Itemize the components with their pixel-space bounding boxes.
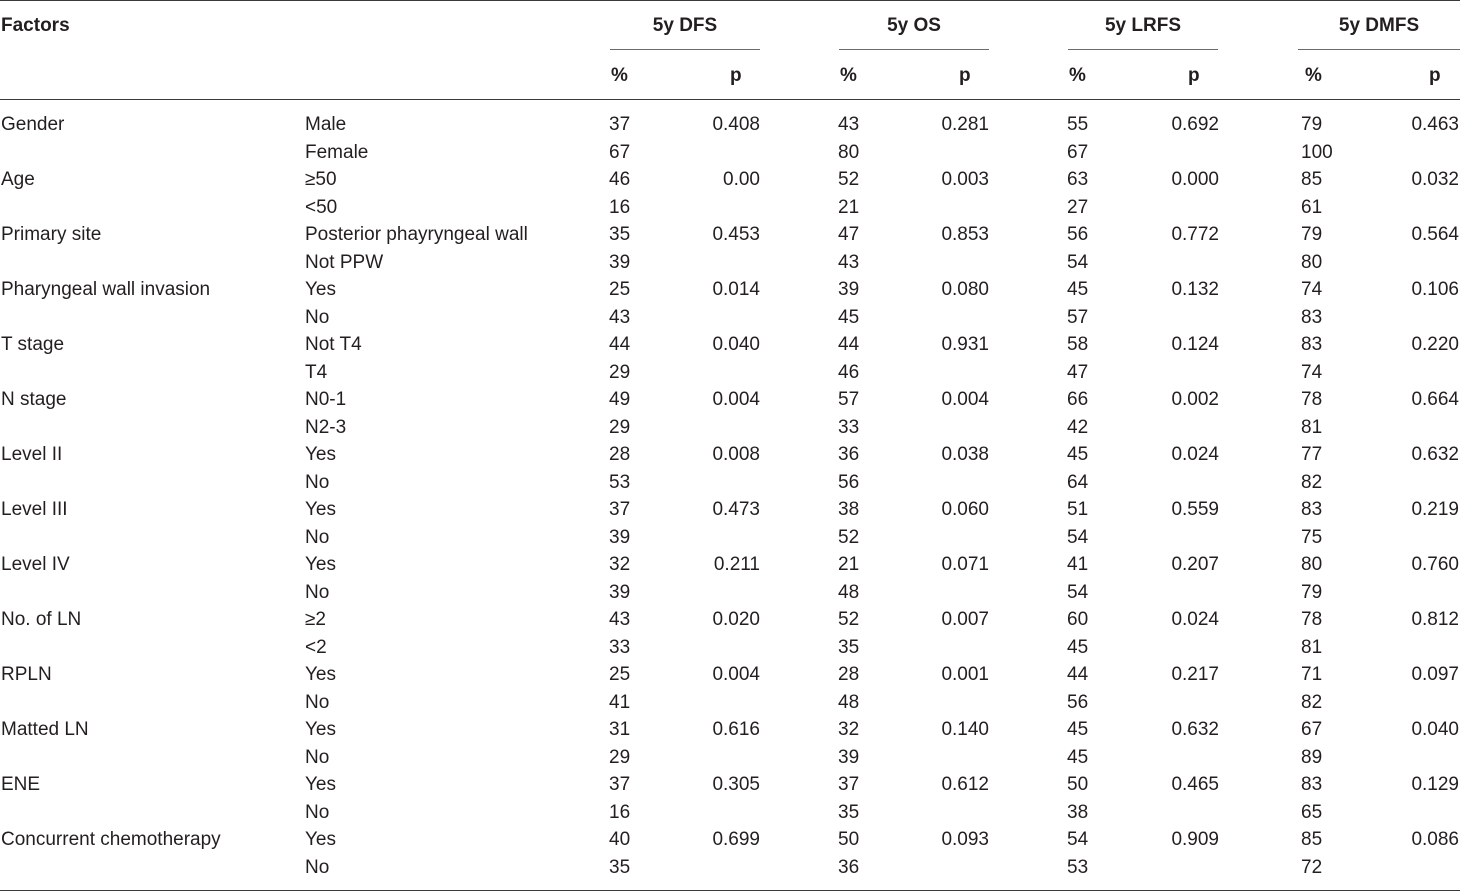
cell-sub: Not T4 [305, 334, 362, 355]
cell-dfs-p: 0.453 [712, 224, 760, 245]
cell-dmfs-p: 0.106 [1411, 279, 1459, 300]
cell-dfs-p: 0.211 [713, 554, 760, 575]
cell-os-p: 0.093 [941, 829, 989, 850]
cell-lrfs-pct: 55 [1067, 114, 1089, 135]
cell-dmfs-p: 0.219 [1411, 499, 1459, 520]
cell-sub: Not PPW [305, 252, 384, 273]
cell-factor: Level II [1, 444, 63, 465]
cell-sub: N0-1 [305, 389, 347, 410]
cell-os-pct: 52 [838, 609, 860, 630]
cell-lrfs-pct: 45 [1067, 747, 1089, 768]
cell-lrfs-p: 0.465 [1171, 774, 1219, 795]
cell-lrfs-p: 0.772 [1171, 224, 1219, 245]
cell-dfs-pct: 32 [609, 554, 631, 575]
cell-lrfs-pct: 54 [1067, 829, 1089, 850]
cell-dfs-p: 0.305 [712, 774, 760, 795]
cell-dfs-pct: 37 [609, 499, 631, 520]
cell-lrfs-pct: 44 [1067, 664, 1089, 685]
cell-dmfs-pct: 77 [1301, 444, 1323, 465]
cell-lrfs-p: 0.132 [1171, 279, 1219, 300]
cell-dmfs-p: 0.040 [1411, 719, 1459, 740]
cell-os-pct: 21 [838, 554, 860, 575]
cell-dmfs-pct: 83 [1301, 307, 1323, 328]
cell-lrfs-pct: 60 [1067, 609, 1089, 630]
cell-sub: No [305, 472, 330, 493]
cell-dfs-pct: 43 [609, 609, 631, 630]
cell-os-pct: 43 [838, 252, 860, 273]
cell-os-pct: 44 [838, 334, 860, 355]
cell-lrfs-pct: 42 [1067, 417, 1089, 438]
cell-sub: Female [305, 142, 369, 163]
cell-dmfs-pct: 83 [1301, 499, 1323, 520]
cell-sub: Posterior phayryngeal wall [305, 224, 528, 245]
cell-dfs-p: 0.473 [712, 499, 760, 520]
cell-lrfs-pct: 45 [1067, 444, 1089, 465]
cell-dmfs-p: 0.664 [1411, 389, 1459, 410]
table-header-rule [0, 99, 1460, 100]
cell-os-pct: 46 [838, 362, 860, 383]
cell-os-pct: 52 [838, 527, 860, 548]
cell-factor: Gender [1, 114, 65, 135]
cell-dfs-p: 0.616 [712, 719, 760, 740]
header-group-os: 5y OS [887, 15, 941, 36]
cell-dfs-p: 0.004 [712, 664, 760, 685]
cell-lrfs-p: 0.000 [1171, 169, 1219, 190]
cell-sub: <2 [305, 637, 327, 658]
cell-factor: Concurrent chemotherapy [1, 829, 221, 850]
cell-os-pct: 35 [838, 802, 860, 823]
cell-sub: No [305, 527, 330, 548]
cell-dmfs-pct: 75 [1301, 527, 1323, 548]
cell-lrfs-pct: 58 [1067, 334, 1089, 355]
header-group-rule-os [839, 49, 989, 50]
cell-os-pct: 45 [838, 307, 860, 328]
cell-factor: No. of LN [1, 609, 82, 630]
header-group-rule-dfs [610, 49, 760, 50]
cell-sub: Yes [305, 829, 336, 850]
cell-os-pct: 39 [838, 747, 860, 768]
cell-dfs-p: 0.004 [712, 389, 760, 410]
cell-dmfs-pct: 74 [1301, 362, 1323, 383]
cell-os-p: 0.853 [941, 224, 989, 245]
cell-dmfs-pct: 82 [1301, 692, 1323, 713]
cell-os-pct: 36 [838, 444, 860, 465]
cell-sub: Yes [305, 444, 336, 465]
cell-dmfs-pct: 85 [1301, 829, 1323, 850]
cell-factor: T stage [1, 334, 65, 355]
cell-dfs-pct: 44 [609, 334, 631, 355]
header-dfs-pct: % [611, 65, 628, 86]
cell-dfs-p: 0.699 [712, 829, 760, 850]
cell-os-pct: 38 [838, 499, 860, 520]
cell-lrfs-pct: 56 [1067, 224, 1089, 245]
cell-dfs-pct: 29 [609, 362, 631, 383]
header-group-dmfs: 5y DMFS [1338, 15, 1420, 36]
cell-dfs-pct: 35 [609, 224, 631, 245]
cell-lrfs-pct: 45 [1067, 279, 1089, 300]
cell-factor: Age [1, 169, 35, 190]
cell-lrfs-p: 0.024 [1171, 609, 1219, 630]
header-os-pct: % [840, 65, 857, 86]
cell-dmfs-pct: 79 [1301, 582, 1323, 603]
cell-dmfs-pct: 72 [1301, 857, 1323, 878]
cell-dfs-pct: 37 [609, 774, 631, 795]
cell-os-p: 0.281 [941, 114, 989, 135]
cell-dmfs-pct: 100 [1301, 142, 1333, 163]
cell-factor: Level III [1, 499, 68, 520]
cell-dfs-p: 0.408 [712, 114, 760, 135]
cell-os-p: 0.612 [941, 774, 989, 795]
cell-sub: Yes [305, 664, 336, 685]
cell-sub: N2-3 [305, 417, 347, 438]
cell-dmfs-pct: 78 [1301, 609, 1323, 630]
header-dmfs-pct: % [1305, 65, 1322, 86]
cell-dmfs-p: 0.032 [1411, 169, 1459, 190]
cell-factor: Level IV [1, 554, 70, 575]
cell-dfs-p: 0.020 [712, 609, 760, 630]
cell-lrfs-pct: 54 [1067, 582, 1089, 603]
cell-dmfs-pct: 78 [1301, 389, 1323, 410]
cell-os-pct: 39 [838, 279, 860, 300]
cell-dmfs-pct: 79 [1301, 114, 1323, 135]
header-dfs-p: p [730, 65, 742, 86]
cell-dmfs-p: 0.097 [1411, 664, 1459, 685]
cell-dmfs-pct: 67 [1301, 719, 1323, 740]
cell-os-p: 0.038 [941, 444, 989, 465]
header-factors: Factors [1, 15, 70, 36]
cell-lrfs-pct: 45 [1067, 719, 1089, 740]
cell-os-p: 0.931 [941, 334, 989, 355]
cell-dmfs-pct: 83 [1301, 334, 1323, 355]
cell-factor: N stage [1, 389, 67, 410]
header-group-dfs: 5y DFS [652, 15, 718, 36]
cell-sub: No [305, 747, 330, 768]
cell-dfs-pct: 49 [609, 389, 631, 410]
cell-dmfs-pct: 80 [1301, 554, 1323, 575]
cell-dfs-pct: 53 [609, 472, 631, 493]
cell-os-p: 0.003 [941, 169, 989, 190]
cell-dmfs-pct: 82 [1301, 472, 1323, 493]
cell-dmfs-pct: 79 [1301, 224, 1323, 245]
cell-dfs-pct: 37 [609, 114, 631, 135]
cell-lrfs-pct: 57 [1067, 307, 1089, 328]
cell-sub: <50 [305, 197, 338, 218]
cell-dfs-pct: 39 [609, 252, 631, 273]
cell-dfs-p: 0.040 [712, 334, 760, 355]
cell-dmfs-pct: 89 [1301, 747, 1323, 768]
cell-os-p: 0.001 [941, 664, 989, 685]
cell-lrfs-pct: 63 [1067, 169, 1089, 190]
cell-factor: RPLN [1, 664, 52, 685]
cell-dmfs-p: 0.220 [1411, 334, 1459, 355]
cell-sub: Yes [305, 719, 336, 740]
cell-dfs-pct: 28 [609, 444, 631, 465]
cell-os-pct: 57 [838, 389, 860, 410]
cell-lrfs-p: 0.692 [1171, 114, 1219, 135]
cell-dmfs-p: 0.129 [1411, 774, 1459, 795]
cell-dfs-pct: 43 [609, 307, 631, 328]
cell-lrfs-pct: 54 [1067, 527, 1089, 548]
cell-dmfs-p: 0.812 [1411, 609, 1459, 630]
cell-dmfs-pct: 80 [1301, 252, 1323, 273]
cell-os-pct: 48 [838, 582, 860, 603]
cell-os-p: 0.004 [941, 389, 989, 410]
cell-lrfs-pct: 51 [1067, 499, 1089, 520]
cell-os-p: 0.071 [941, 554, 989, 575]
cell-dfs-p: 0.00 [723, 169, 760, 190]
cell-dmfs-pct: 83 [1301, 774, 1323, 795]
cell-dfs-pct: 41 [609, 692, 631, 713]
header-group-rule-dmfs [1298, 49, 1460, 50]
cell-factor: Primary site [1, 224, 102, 245]
cell-lrfs-pct: 50 [1067, 774, 1089, 795]
cell-dfs-pct: 40 [609, 829, 631, 850]
cell-dfs-p: 0.014 [712, 279, 760, 300]
header-lrfs-pct: % [1069, 65, 1086, 86]
cell-dfs-p: 0.008 [712, 444, 760, 465]
table-bottom-rule [0, 890, 1460, 891]
cell-dmfs-pct: 61 [1301, 197, 1323, 218]
cell-lrfs-pct: 41 [1067, 554, 1089, 575]
cell-dfs-pct: 67 [609, 142, 631, 163]
cell-os-pct: 28 [838, 664, 860, 685]
cell-lrfs-p: 0.217 [1171, 664, 1219, 685]
cell-os-pct: 52 [838, 169, 860, 190]
cell-lrfs-pct: 66 [1067, 389, 1089, 410]
cell-sub: No [305, 692, 330, 713]
cell-sub: No [305, 857, 330, 878]
cell-sub: No [305, 802, 330, 823]
cell-dfs-pct: 25 [609, 664, 631, 685]
cell-lrfs-pct: 38 [1067, 802, 1089, 823]
cell-lrfs-pct: 47 [1067, 362, 1089, 383]
cell-lrfs-pct: 53 [1067, 857, 1089, 878]
cell-lrfs-p: 0.632 [1171, 719, 1219, 740]
header-group-rule-lrfs [1068, 49, 1218, 50]
cell-factor: ENE [1, 774, 41, 795]
cell-lrfs-pct: 64 [1067, 472, 1089, 493]
cell-dfs-pct: 29 [609, 747, 631, 768]
cell-os-p: 0.140 [941, 719, 989, 740]
cell-dfs-pct: 46 [609, 169, 631, 190]
cell-os-pct: 47 [838, 224, 860, 245]
cell-dmfs-p: 0.760 [1411, 554, 1459, 575]
cell-dfs-pct: 39 [609, 527, 631, 548]
cell-lrfs-p: 0.207 [1171, 554, 1219, 575]
cell-sub: T4 [305, 362, 328, 383]
cell-sub: Yes [305, 554, 336, 575]
cell-dmfs-p: 0.086 [1411, 829, 1459, 850]
cell-dmfs-pct: 65 [1301, 802, 1323, 823]
cell-dfs-pct: 33 [609, 637, 631, 658]
cell-dfs-pct: 25 [609, 279, 631, 300]
cell-dfs-pct: 16 [609, 197, 631, 218]
cell-os-pct: 56 [838, 472, 860, 493]
cell-dfs-pct: 16 [609, 802, 631, 823]
header-os-p: p [959, 65, 971, 86]
cell-os-pct: 21 [838, 197, 860, 218]
cell-dmfs-p: 0.564 [1411, 224, 1459, 245]
cell-lrfs-pct: 56 [1067, 692, 1089, 713]
cell-lrfs-pct: 54 [1067, 252, 1089, 273]
cell-dmfs-p: 0.632 [1411, 444, 1459, 465]
header-dmfs-p: p [1429, 65, 1441, 86]
cell-os-pct: 80 [838, 142, 860, 163]
table-top-rule [0, 0, 1460, 1]
cell-dmfs-pct: 81 [1301, 637, 1323, 658]
cell-lrfs-pct: 27 [1067, 197, 1089, 218]
cell-factor: Pharyngeal wall invasion [1, 279, 211, 300]
cell-dmfs-p: 0.463 [1411, 114, 1459, 135]
cell-lrfs-pct: 45 [1067, 637, 1089, 658]
cell-sub: Yes [305, 774, 336, 795]
cell-os-pct: 48 [838, 692, 860, 713]
cell-os-p: 0.060 [941, 499, 989, 520]
cell-lrfs-pct: 67 [1067, 142, 1089, 163]
header-group-lrfs: 5y LRFS [1104, 15, 1182, 36]
cell-os-pct: 43 [838, 114, 860, 135]
cell-os-pct: 33 [838, 417, 860, 438]
cell-dfs-pct: 35 [609, 857, 631, 878]
cell-sub: Yes [305, 499, 336, 520]
cell-os-pct: 36 [838, 857, 860, 878]
cell-sub: ≥50 [305, 169, 337, 190]
cell-os-pct: 50 [838, 829, 860, 850]
cell-lrfs-p: 0.002 [1171, 389, 1219, 410]
cell-sub: No [305, 582, 330, 603]
cell-sub: ≥2 [305, 609, 326, 630]
cell-sub: No [305, 307, 330, 328]
cell-lrfs-p: 0.124 [1171, 334, 1219, 355]
cell-dmfs-pct: 81 [1301, 417, 1323, 438]
cell-os-p: 0.007 [941, 609, 989, 630]
cell-os-pct: 32 [838, 719, 860, 740]
cell-os-pct: 37 [838, 774, 860, 795]
cell-dfs-pct: 39 [609, 582, 631, 603]
cell-lrfs-p: 0.909 [1171, 829, 1219, 850]
header-lrfs-p: p [1188, 65, 1200, 86]
cell-lrfs-p: 0.559 [1171, 499, 1219, 520]
cell-dmfs-pct: 85 [1301, 169, 1323, 190]
cell-dfs-pct: 31 [609, 719, 631, 740]
cell-dfs-pct: 29 [609, 417, 631, 438]
cell-sub: Male [305, 114, 347, 135]
cell-os-pct: 35 [838, 637, 860, 658]
cell-dmfs-pct: 71 [1301, 664, 1323, 685]
cell-sub: Yes [305, 279, 336, 300]
cell-dmfs-pct: 74 [1301, 279, 1323, 300]
cell-factor: Matted LN [1, 719, 89, 740]
cell-os-p: 0.080 [941, 279, 989, 300]
cell-lrfs-p: 0.024 [1171, 444, 1219, 465]
